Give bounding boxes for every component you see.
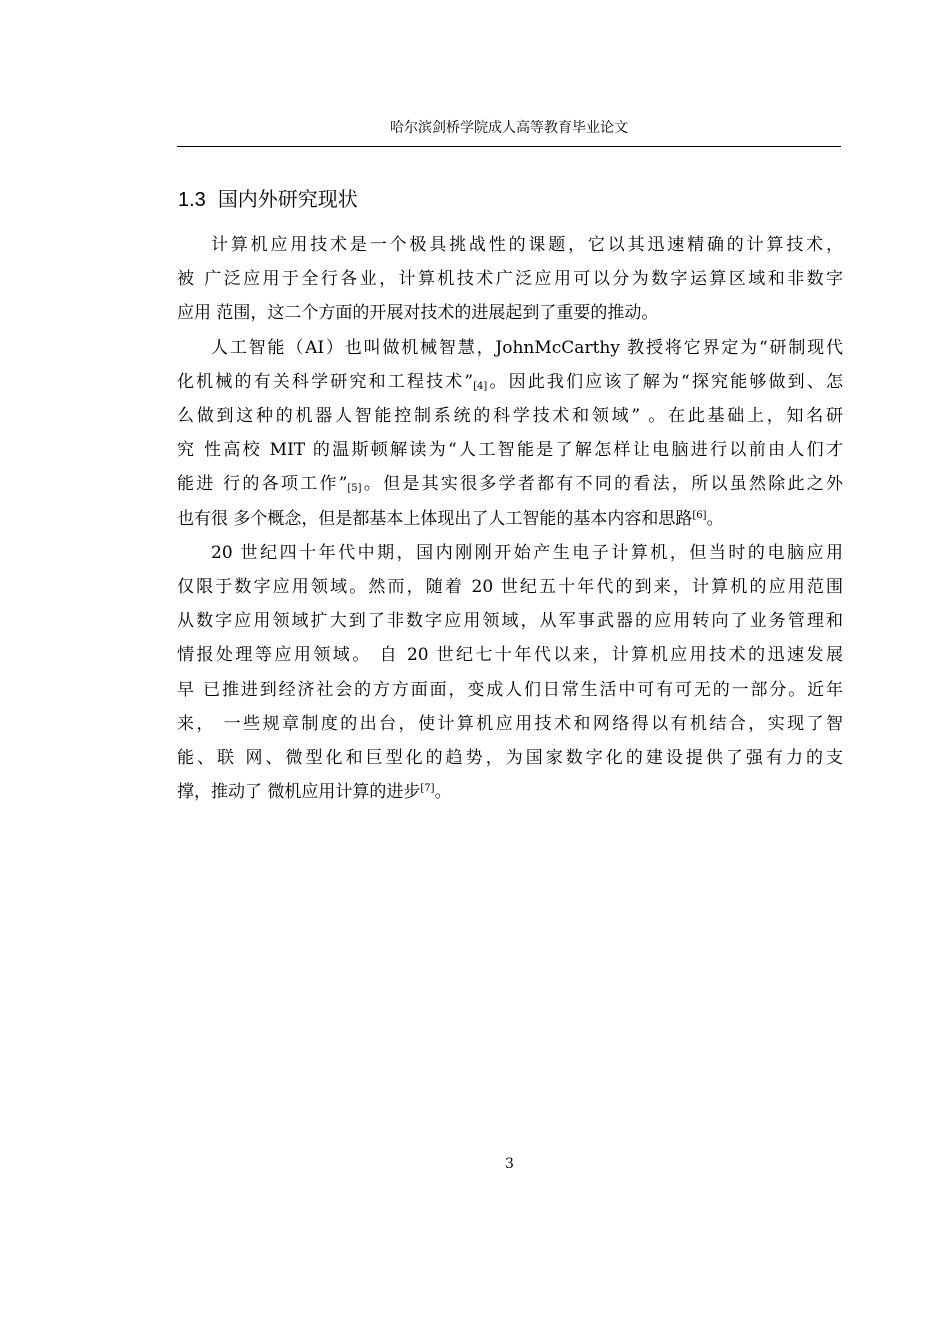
header-rule xyxy=(177,146,841,147)
text-line xyxy=(177,502,843,536)
text-segment: 。 xyxy=(706,508,724,529)
text-line: 应用 范围，这二个方面的开展对技术的进展起到了重要的推动。 xyxy=(177,303,659,324)
text-segment: 能进 行的各项工作” xyxy=(177,474,348,495)
text-line xyxy=(177,467,843,501)
text-line: 人工智能（AI）也叫做机械智慧，JohnMcCarthy 教授将它界定为“研制现代 xyxy=(211,337,843,358)
text-line xyxy=(177,775,843,809)
paragraph-2 xyxy=(177,331,843,536)
text-line: 仅限于数字应用领域。然而，随着 20 世纪五十年代的到来，计算机的应用范围 xyxy=(177,577,843,598)
text-line: 从数字应用领域扩大到了非数字应用领域，从军事武器的应用转向了业务管理和 xyxy=(177,611,843,632)
text-segment: 也有很 多个概念，但是都基本上体现出了人工智能的基本内容和思路 xyxy=(177,508,693,529)
page-header: 哈尔滨剑桥学院成人高等教育毕业论文 xyxy=(390,120,628,136)
text-line: 究 性高校 MIT 的温斯顿解读为“人工智能是了解怎样让电脑进行以前由人们才 xyxy=(177,440,843,461)
paragraph-3 xyxy=(177,536,843,810)
citation-ref-5: [5] xyxy=(347,483,362,495)
section-title: 国内外研究现状 xyxy=(217,187,358,211)
text-segment: 。 xyxy=(434,782,452,803)
text-line: 被 广泛应用于全行各业，计算机技术广泛应用可以分为数字运算区域和非数字 xyxy=(177,269,843,290)
paragraph-1 xyxy=(177,228,843,331)
text-line: 情报处理等应用领域。 自 20 世纪七十年代以来，计算机应用技术的迅速发展 xyxy=(177,645,843,666)
text-line: 20 世纪四十年代中期，国内刚刚开始产生电子计算机，但当时的电脑应用 xyxy=(211,542,843,563)
text-segment: 化机械的有关科学研究和工程技术” xyxy=(177,371,474,392)
text-line: 早 已推进到经济社会的方方面面，变成人们日常生活中可有可无的一部分。近年 xyxy=(177,679,843,700)
text-line: 么做到这种的机器人智能控制系统的科学技术和领域” 。在此基础上，知名研 xyxy=(177,406,843,427)
text-line xyxy=(177,365,843,399)
text-line: 来， 一些规章制度的出台，使计算机应用技术和网络得以有机结合，实现了智 xyxy=(177,713,843,734)
text-line: 计算机应用技术是一个极具挑战性的课题，它以其迅速精确的计算技术， xyxy=(211,235,843,255)
citation-ref-6: [6] xyxy=(692,509,707,521)
section-number: 1.3 xyxy=(178,189,206,211)
text-line: 能、联 网、微型化和巨型化的趋势，为国家数字化的建设提供了强有力的支 xyxy=(177,748,843,769)
text-segment: 。但是其实很多学者都有不同的看法，所以虽然除此之外 xyxy=(361,474,843,495)
section-heading xyxy=(178,184,358,215)
page-number: 3 xyxy=(505,1156,514,1172)
citation-ref-7: [7] xyxy=(420,783,435,795)
citation-ref-4: [4] xyxy=(473,380,488,392)
body-text xyxy=(177,228,843,809)
text-segment: 撑，推动了 微机应用计算的进步 xyxy=(177,782,421,803)
text-segment: 。因此我们应该了解为“探究能够做到、怎 xyxy=(487,371,843,392)
